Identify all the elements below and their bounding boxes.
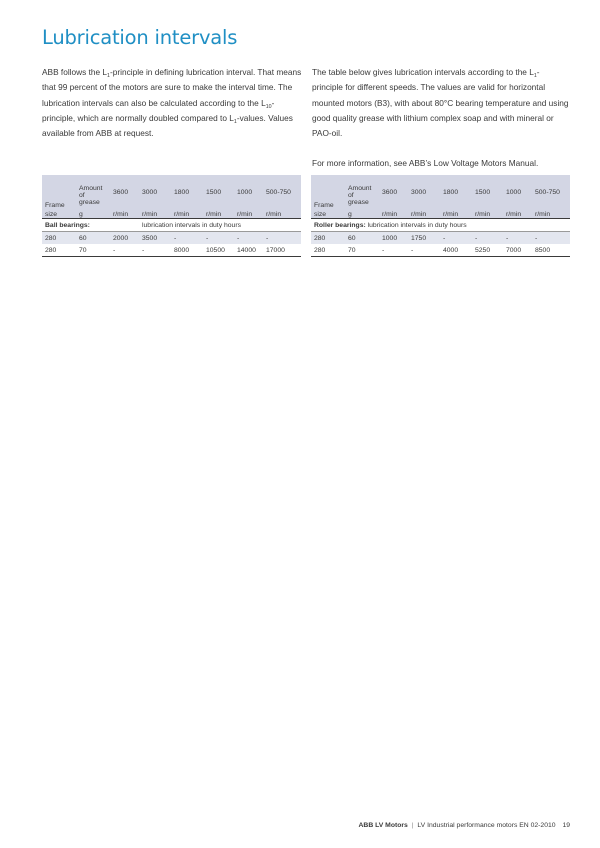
- table-cell: -: [234, 232, 263, 245]
- page-footer: [359, 822, 571, 829]
- footer-document: LV Industrial performance motors EN 02-2010: [417, 822, 556, 829]
- table-cell: 280: [311, 244, 345, 257]
- table-cell: 1750: [408, 232, 440, 245]
- table-cell: -: [532, 232, 570, 245]
- section-note: lubrication intervals in duty hours: [139, 219, 301, 232]
- table-cell: -: [440, 232, 472, 245]
- table-row: [311, 232, 570, 245]
- header-unit: r/min: [503, 209, 532, 219]
- header-speed: 3600: [379, 175, 408, 209]
- header-unit: r/min: [379, 209, 408, 219]
- header-speed: 1000: [503, 175, 532, 209]
- table-cell: 3500: [139, 232, 171, 245]
- table-cell: 17000: [263, 244, 301, 257]
- table-cell: 280: [311, 232, 345, 245]
- table-cell: 1000: [379, 232, 408, 245]
- table-cell: -: [139, 244, 171, 257]
- table-cell: 70: [345, 244, 379, 257]
- header-unit: r/min: [234, 209, 263, 219]
- table-cell: 60: [345, 232, 379, 245]
- header-size: size: [311, 209, 345, 219]
- intro-right-paragraph: The table below gives lubrication intervals according to the $L_1$-principle for different speeds. The values are valid for horizontal mounted motors (B3), with about 80°C bearing temperature and using good quality grease with lithium complex soap and with mineral or PAO-oil.: [312, 67, 569, 139]
- header-unit: r/min: [532, 209, 570, 219]
- page-title: Lubrication intervals: [42, 26, 238, 49]
- more-info-paragraph: For more information, see ABB’s Low Voltage Motors Manual.: [312, 158, 539, 169]
- table-cell: -: [408, 244, 440, 257]
- footer-separator: |: [411, 822, 414, 829]
- table-cell: -: [379, 244, 408, 257]
- table-cell: 60: [76, 232, 110, 245]
- header-size: size: [42, 209, 76, 219]
- table-cell: -: [110, 244, 139, 257]
- ball-bearings-table: [42, 175, 301, 257]
- header-speed: 1500: [472, 175, 503, 209]
- header-speed: 3600: [110, 175, 139, 209]
- header-unit: r/min: [203, 209, 234, 219]
- section-note: lubrication intervals in duty hours: [367, 221, 467, 229]
- header-amount: Amount: [76, 175, 110, 192]
- header-amount-cont: of grease: [345, 192, 379, 209]
- header-unit: r/min: [408, 209, 440, 219]
- header-frame: Frame: [42, 192, 76, 209]
- header-speed: 500-750: [263, 175, 301, 209]
- header-unit: r/min: [110, 209, 139, 219]
- header-speed: 1000: [234, 175, 263, 209]
- section-label: Ball bearings:: [42, 219, 139, 232]
- header-unit: r/min: [472, 209, 503, 219]
- table-cell: 8000: [171, 244, 203, 257]
- table-row: [311, 244, 570, 257]
- table-row: [42, 232, 301, 245]
- table-cell: -: [472, 232, 503, 245]
- table-cell: 280: [42, 244, 76, 257]
- header-grams: g: [345, 209, 379, 219]
- header-speed: 500-750: [532, 175, 570, 209]
- table-cell: 4000: [440, 244, 472, 257]
- table-cell: -: [203, 232, 234, 245]
- section-cell: [311, 219, 570, 232]
- table-cell: 70: [76, 244, 110, 257]
- intro-right-text: [312, 65, 570, 172]
- table-cell: 14000: [234, 244, 263, 257]
- table-cell: 8500: [532, 244, 570, 257]
- header-unit: r/min: [263, 209, 301, 219]
- table-cell: 280: [42, 232, 76, 245]
- header-grams: g: [76, 209, 110, 219]
- header-frame: Frame: [311, 192, 345, 209]
- header-speed: 1500: [203, 175, 234, 209]
- section-label: Roller bearings:: [314, 221, 366, 229]
- table-cell: 5250: [472, 244, 503, 257]
- page-number: 19: [562, 822, 570, 829]
- table-cell: 10500: [203, 244, 234, 257]
- header-speed: 1800: [171, 175, 203, 209]
- section-row: [42, 219, 301, 232]
- header-unit: r/min: [171, 209, 203, 219]
- table-cell: -: [263, 232, 301, 245]
- header-unit: r/min: [440, 209, 472, 219]
- header-speed: 3000: [139, 175, 171, 209]
- table-cell: 7000: [503, 244, 532, 257]
- table-row: [42, 244, 301, 257]
- intro-left-paragraph: ABB follows the $L_1$-principle in defining lubrication interval. That means that 99 percent of the motors are sure to make the interval time. The lubrication intervals can also be calculated according to the $L_{10}$-principle, which are normally doubled compared to $L_1$-values. Values available from ABB at request.: [42, 67, 302, 139]
- roller-bearings-table: [311, 175, 570, 257]
- header-speed: 1800: [440, 175, 472, 209]
- header-amount-cont: of grease: [76, 192, 110, 209]
- footer-brand: ABB LV Motors: [358, 822, 408, 829]
- table-cell: -: [503, 232, 532, 245]
- table-cell: 2000: [110, 232, 139, 245]
- table-cell: -: [171, 232, 203, 245]
- header-speed: 3000: [408, 175, 440, 209]
- header-amount: Amount: [345, 175, 379, 192]
- header-unit: r/min: [139, 209, 171, 219]
- section-row: [311, 219, 570, 232]
